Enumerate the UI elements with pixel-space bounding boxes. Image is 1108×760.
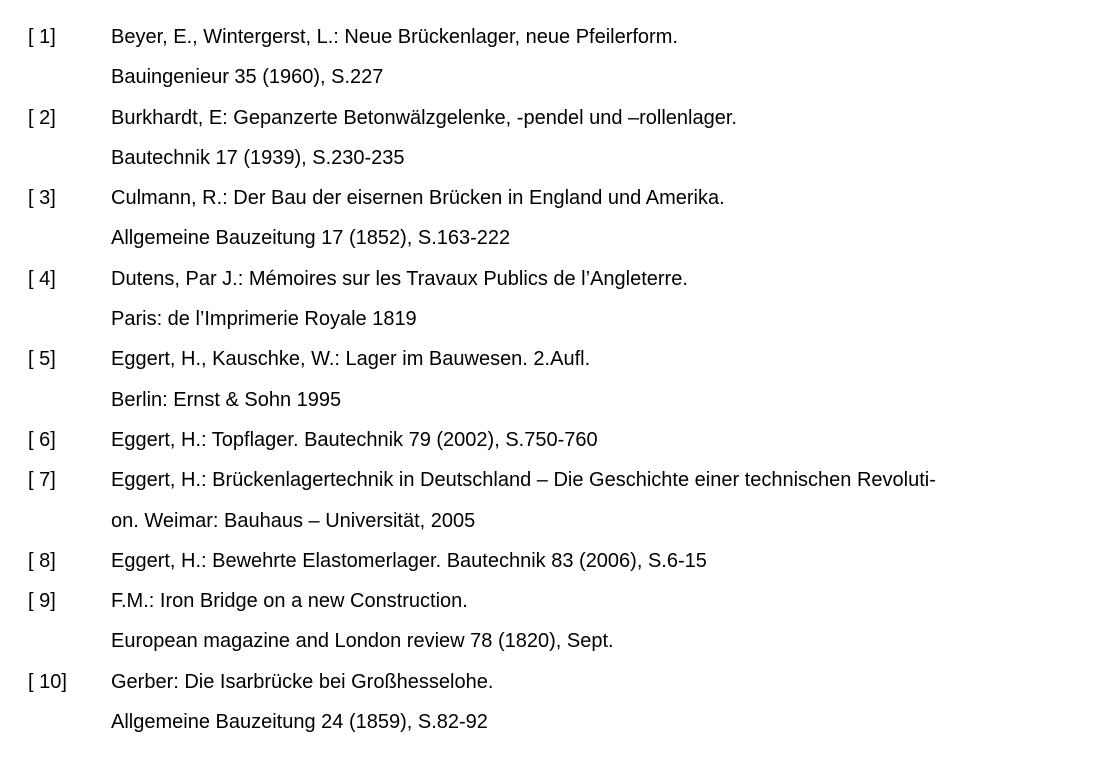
reference-text-line: Gerber: Die Isarbrücke bei Großhesselohe. bbox=[111, 670, 494, 693]
reference-item bbox=[0, 541, 1108, 581]
reference-item bbox=[0, 17, 1108, 98]
reference-number: [ 2] bbox=[28, 106, 56, 129]
reference-text-line: Bauingenieur 35 (1960), S.227 bbox=[111, 66, 384, 89]
reference-text-line: European magazine and London review 78 (1820), Sept. bbox=[111, 630, 614, 653]
reference-text-line: Allgemeine Bauzeitung 17 (1852), S.163-222 bbox=[111, 227, 511, 250]
reference-text-line: Dutens, Par J.: Mémoires sur les Travaux Publics de l’Angleterre. bbox=[111, 267, 688, 290]
reference-item bbox=[0, 259, 1108, 340]
reference-text-line: Culmann, R.: Der Bau der eisernen Brücken in England und Amerika. bbox=[111, 187, 725, 210]
reference-item bbox=[0, 460, 1108, 541]
reference-number: [ 3] bbox=[28, 187, 56, 210]
reference-number: [ 4] bbox=[28, 267, 56, 290]
reference-number: [ 9] bbox=[28, 590, 56, 613]
reference-list bbox=[0, 17, 1108, 742]
reference-text-line: Paris: de l’Imprimerie Royale 1819 bbox=[111, 308, 417, 331]
reference-number: [ 8] bbox=[28, 549, 56, 572]
reference-item bbox=[0, 581, 1108, 662]
reference-text-line: Beyer, E., Wintergerst, L.: Neue Brückenlager, neue Pfeilerform. bbox=[111, 26, 678, 48]
reference-number: [ 5] bbox=[28, 348, 56, 371]
reference-item bbox=[0, 98, 1108, 179]
reference-text-line: Bautechnik 17 (1939), S.230-235 bbox=[111, 146, 405, 169]
reference-text-line: Allgemeine Bauzeitung 24 (1859), S.82-92 bbox=[111, 711, 488, 734]
reference-text-line: Eggert, H.: Topflager. Bautechnik 79 (2002), S.750-760 bbox=[111, 428, 598, 451]
reference-text-line: Eggert, H.: Brückenlagertechnik in Deutschland – Die Geschichte einer technischen Revoluti- bbox=[111, 469, 936, 492]
reference-number: [ 1] bbox=[28, 26, 56, 48]
reference-number: [ 7] bbox=[28, 469, 56, 492]
reference-item bbox=[0, 178, 1108, 259]
reference-number: [ 10] bbox=[28, 670, 67, 693]
reference-item bbox=[0, 420, 1108, 460]
reference-text-line: Eggert, H., Kauschke, W.: Lager im Bauwesen. 2.Aufl. bbox=[111, 348, 591, 371]
reference-item bbox=[0, 339, 1108, 420]
reference-text-line: Eggert, H.: Bewehrte Elastomerlager. Bautechnik 83 (2006), S.6-15 bbox=[111, 549, 707, 572]
reference-number: [ 6] bbox=[28, 428, 56, 451]
reference-item bbox=[0, 662, 1108, 743]
reference-text-line: Burkhardt, E: Gepanzerte Betonwälzgelenke, -pendel und –rollenlager. bbox=[111, 106, 737, 129]
reference-text-line: Berlin: Ernst & Sohn 1995 bbox=[111, 388, 342, 411]
reference-text-line: F.M.: Iron Bridge on a new Construction. bbox=[111, 590, 468, 613]
reference-text-line: on. Weimar: Bauhaus – Universität, 2005 bbox=[111, 509, 476, 532]
